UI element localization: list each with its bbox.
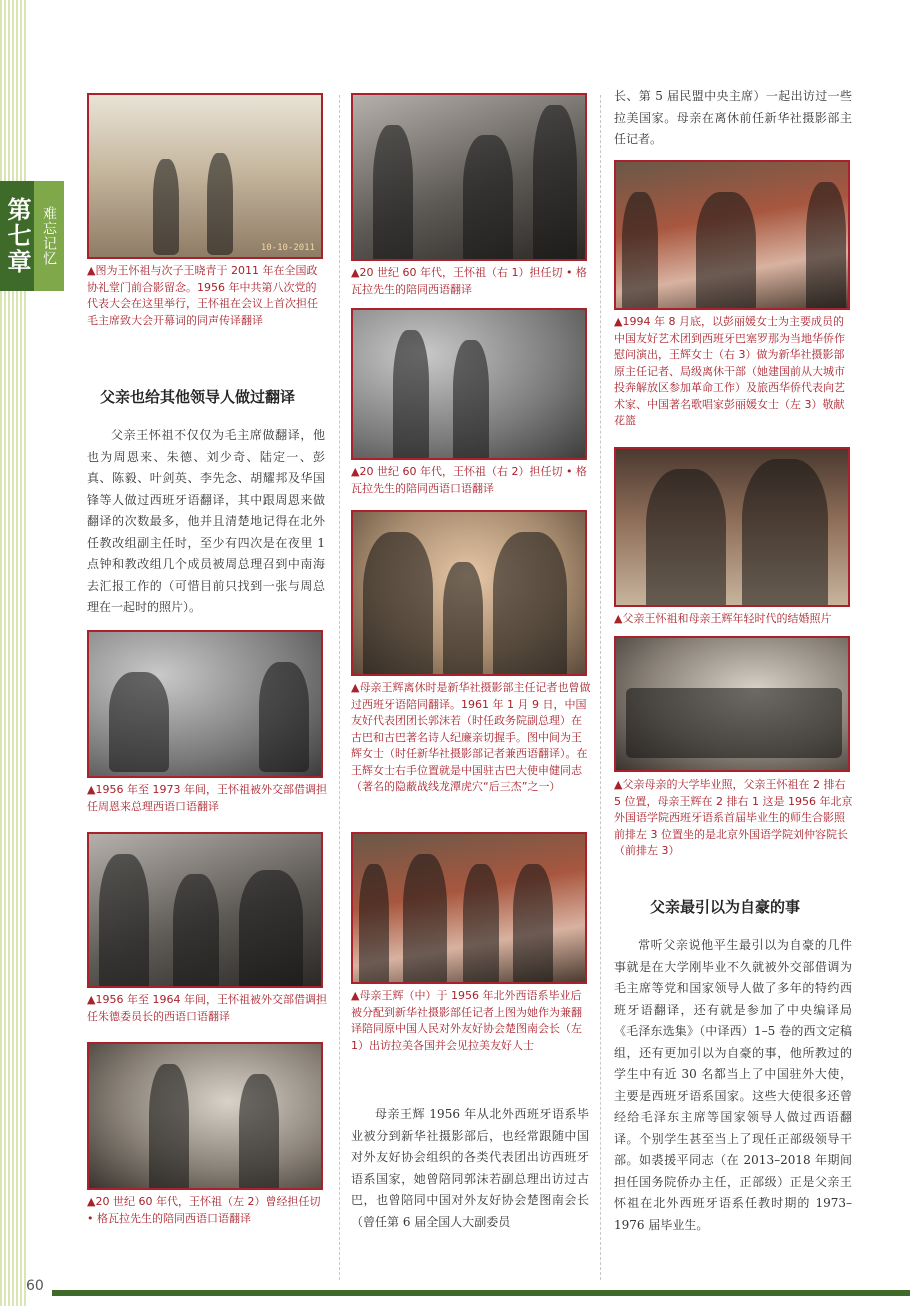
caption-che-site-visit: ▲20 世纪 60 年代，王怀祖（右 2）担任切 • 格瓦拉先生的陪同西语口语翻译	[351, 465, 587, 495]
photo-che-site-visit	[351, 308, 587, 460]
photo-che-documents	[351, 93, 587, 261]
caption-guo-moruo: ▲母亲王辉离休时是新华社摄影部主任记者也曾做过西班牙语陪同翻译。1961 年 1 月 9 日，中国友好代表团团长郭沫若（时任政务院副总理）在古巴和古巴著名诗人纪廉亲切握手。图中间为王辉女士（时任新华社摄影部记者兼西语翻译）。在王辉女士右手位置就是中国驻古巴大使申健同志（著名的隐蔽战线龙潭虎穴“后三杰”之一）	[351, 681, 591, 793]
column-divider	[600, 95, 601, 1280]
chapter-number: 第七章	[0, 181, 34, 291]
section-heading-proudest: 父亲最引以为自豪的事	[650, 898, 801, 916]
chapter-title: 难忘记忆	[34, 181, 64, 291]
caption-zhu-de: ▲1956 年至 1964 年间，王怀祖被外交部借调担任朱德委员长的西语口语翻译	[87, 993, 327, 1023]
caption-che-factory: ▲20 世纪 60 年代，王怀祖（左 2）曾经担任切 • 格瓦拉先生的陪同西语口语翻译	[87, 1195, 321, 1225]
caption-graduation: ▲父亲母亲的大学毕业照，父亲王怀祖在 2 排右 5 位置，母亲王辉在 2 排右 1 这是 1956 年北京外国语学院西班牙语系首届毕业生的师生合影照前排左 3 位置坐的是北京外国语学院刘仲容院长（前排左 3）	[614, 778, 853, 857]
footer-bar	[52, 1290, 910, 1296]
caption-zhou-enlai: ▲1956 年至 1973 年间，王怀祖被外交部借调担任周恩来总理西语口语翻译	[87, 783, 327, 813]
photo-great-hall	[87, 93, 323, 259]
caption-chu-tunan: ▲母亲王辉（中）于 1956 年北外西语系毕业后被分配到新华社摄影部任记者上图为她作为兼翻译陪同原中国人民对外友好协会楚图南会长（左 1）出访拉美各国并会见拉美友好人士	[351, 989, 582, 1052]
caption-marker-icon: ▲	[87, 264, 96, 277]
page-number: 60	[26, 1278, 44, 1294]
paragraph-mother-continued: 长、第 5 届民盟中央主席）一起出访过一些拉美国家。母亲在离休前任新华社摄影部主任记者。	[614, 89, 852, 146]
paragraph-other-leaders: 父亲王怀祖不仅仅为毛主席做翻译，他也为周恩来、朱德、刘少奇、陆定一、彭真、陈毅、叶剑英、李先念、胡耀邦及华国锋等人做过西班牙语翻译，其中跟周恩来做翻译的次数最多，他并且清楚地记得在北外任教改组副主任时，至少有四次是在夜里 1 点钟和教改组几个成员被周总理召到中南海去汇报工作的（可惜目前只找到一张与周总理在一起时的照片）。	[87, 428, 325, 614]
photo-graduation	[614, 636, 850, 772]
section-heading-other-leaders: 父亲也给其他领导人做过翻译	[100, 388, 296, 406]
photo-guo-moruo-handshake	[351, 510, 587, 676]
photo-zhu-de	[87, 832, 323, 988]
caption-che-documents: ▲20 世纪 60 年代，王怀祖（右 1）担任切 • 格瓦拉先生的陪同西语翻译	[351, 266, 587, 296]
photo-zhou-enlai	[87, 630, 323, 778]
caption-great-hall: ▲图为王怀祖与次子王晓青于 2011 年在全国政协礼堂门前合影留念。1956 年中共第八次党的代表大会在这里举行，王怀祖在会议上首次担任毛主席致大会开幕词的同声传译翻译	[87, 264, 318, 327]
photo-chu-tunan-visit	[351, 832, 587, 984]
paragraph-mother-travel: 母亲王辉 1956 年从北外西班牙语系毕业被分到新华社摄影部后，也经常跟随中国对外友好协会组织的各类代表团出访西班牙语系国家，她曾陪同郭沫若副总理出访过古巴，也曾陪同中国对外友好协会楚图南会长（曾任第 6 届全国人大副委员	[351, 1107, 589, 1229]
photo-che-factory	[87, 1042, 323, 1190]
photo-wedding	[614, 447, 850, 607]
caption-1994-barcelona: ▲1994 年 8 月底，以彭丽媛女士为主要成员的中国友好艺术团到西班牙巴塞罗那为当地华侨作慰问演出，王辉女士（右 3）做为新华社摄影部原主任记者、局级离休干部（她建国前从大城市投奔解放区参加革命工作）及旅西华侨代表向艺术家、中国著名歌唱家彭丽媛女士（左 3）敬献花篮	[614, 315, 845, 427]
photo-1994-barcelona	[614, 160, 850, 310]
column-divider	[339, 95, 340, 1280]
caption-wedding: ▲父亲王怀祖和母亲王辉年轻时代的结婚照片	[614, 612, 832, 625]
photo-date-stamp: 10-10-2011	[260, 243, 315, 253]
chapter-tab	[0, 181, 70, 291]
paragraph-proudest: 常听父亲说他平生最引以为自豪的几件事就是在大学刚毕业不久就被外交部借调为毛主席等党和国家领导人做了多年的特约西班牙语翻译，还有就是参加了中央编译局《毛泽东选集》（中译西）1–5 卷的西文定稿组，还有更加引以为自豪的事，他所教过的学生中有近 30 名都当上了中国驻外大使，主要是西班牙语系国家。这些大使很多还曾经给毛泽东主席等国家领导人做过西语翻译。个别学生甚至当上了现任正部级领导干部。如裘援平同志（在 2013–2018 年期间担任国务院侨办主任，正部级）正是父亲王怀祖在北外西班牙语系任教时期的 1973–1976 届毕业生。	[614, 938, 852, 1232]
